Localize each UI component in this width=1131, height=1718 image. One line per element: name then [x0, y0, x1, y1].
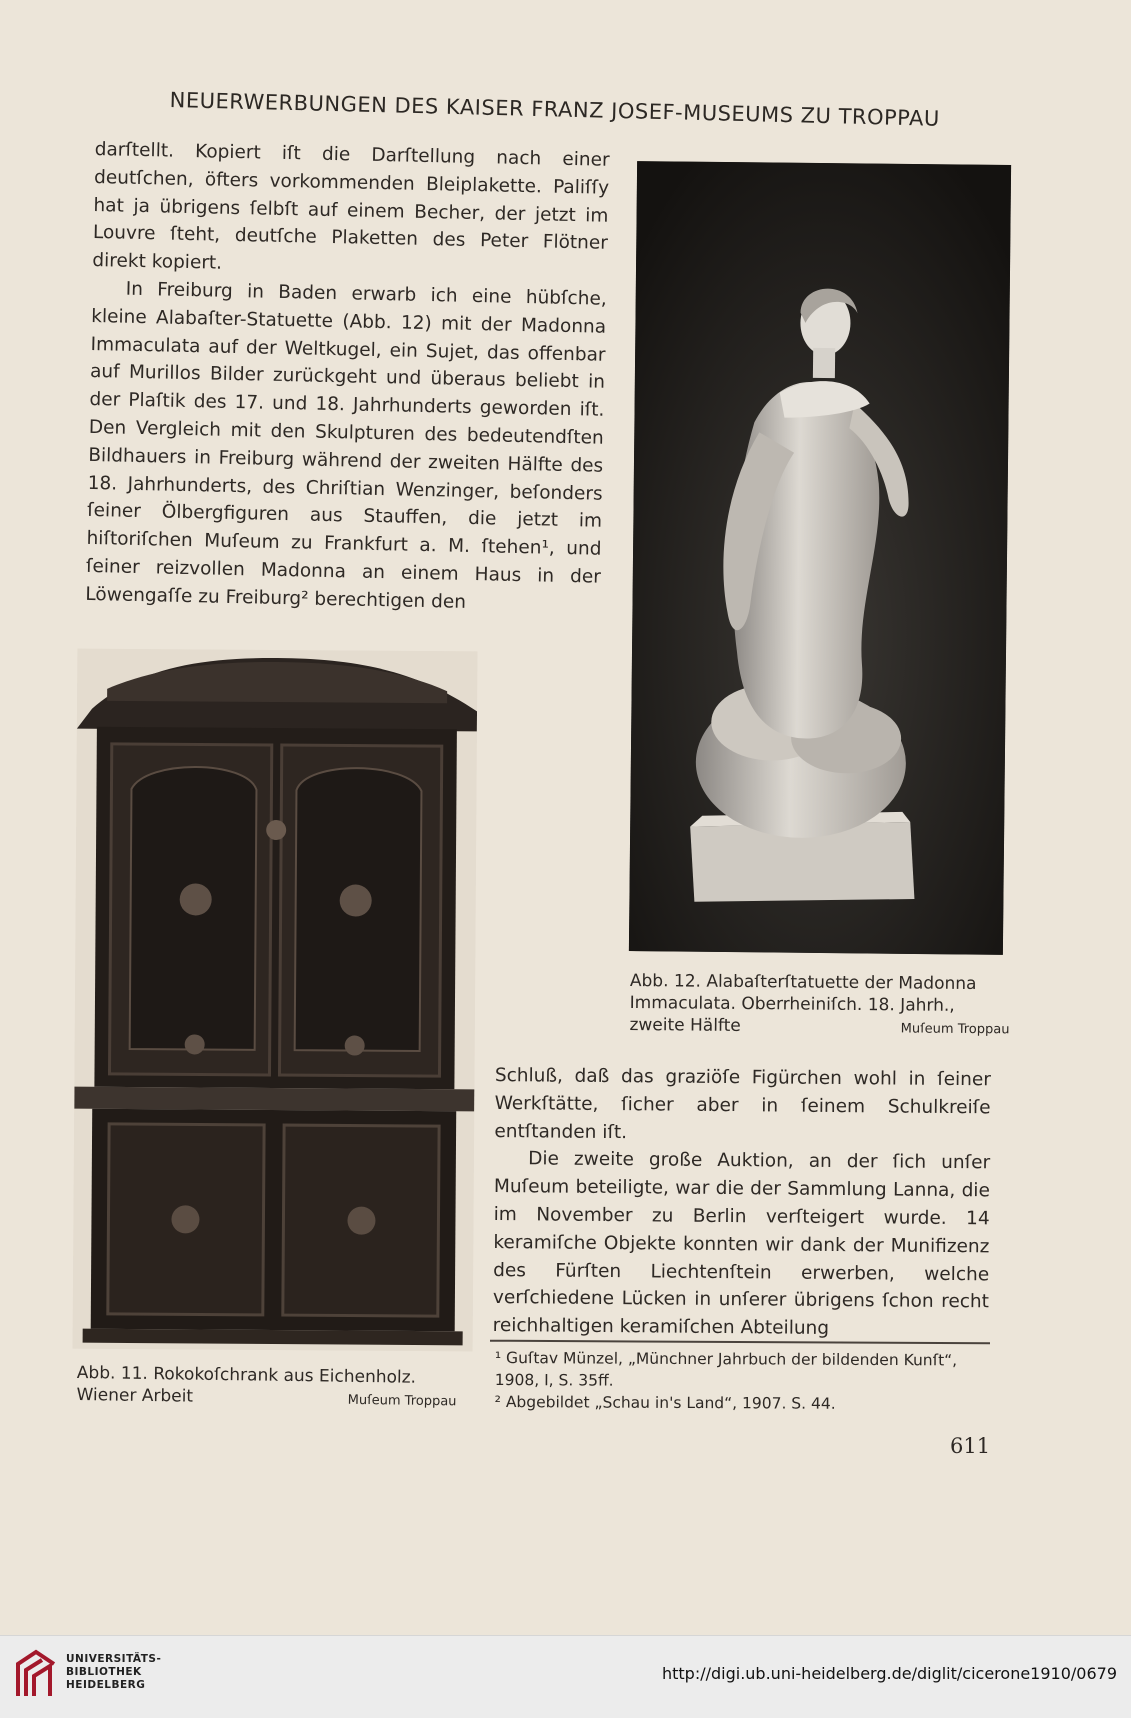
figure-12-caption-text: zweite Hälfte [629, 1014, 741, 1036]
left-text-column [85, 136, 610, 619]
figure-12-credit: Muſeum Troppau [900, 1021, 1010, 1038]
right-text-column [493, 1062, 991, 1344]
permalink-url[interactable]: http://digi.ub.uni-heidelberg.de/diglit/cicerone1910/0679 [661, 1664, 1117, 1683]
cabinet-image [73, 649, 478, 1352]
figure-12-caption-line-2: Immaculata. Oberrheiniſch. 18. Jahrh., [629, 992, 955, 1016]
library-logo-graphic [12, 1644, 60, 1704]
cabinet-photo [73, 649, 478, 1352]
library-logo-icon[interactable] [12, 1644, 60, 1704]
footnotes [495, 1347, 995, 1416]
library-name-line-2: BIBLIOTHEK [66, 1666, 142, 1678]
figure-12-caption-line-1: Abb. 12. Alabaſterſtatuette der Madonna [629, 970, 977, 995]
footnote-1: ¹ Guſtav Münzel, „Münchner Jahrbuch der bildenden Kunſt“, 1908, I, S. 35ff. [494, 1349, 958, 1390]
figure-12-caption-line-3 [629, 1014, 1009, 1041]
running-header: NEUERWERBUNGEN DES KAISER FRANZ JOSEF-MUSEUMS ZU TROPPAU [169, 88, 941, 131]
left-paragraph-2: In Freiburg in Baden erwarb ich eine hübſche, kleine Alabaſter-Statuette (Abb. 12) mit der Madonna Immaculata auf der Weltkugel, ein Sujet, das offenbar auf Murillos Bilder zurückgeht und überaus beliebt in der Plaſtik des 17. und 18. Jahrhunderts geworden iſt. Den Vergleich mit den Skulpturen des bedeutendſten Bildhauers in Freiburg während der zweiten Hälfte des 18. Jahrhunderts, des Chriſtian Wenzinger, beſonders ſeiner Ölbergfiguren aus Stauffen, die jetzt im hiſtoriſchen Muſeum zu Frankfurt a. M. ſtehen¹, und ſeiner reizvollen Madonna an einem Haus in der Löwengaſſe zu Freiburg² berechtigen den [85, 278, 607, 613]
figure-12-caption [629, 970, 1010, 1041]
library-name-line-3: HEIDELBERG [66, 1679, 146, 1691]
figure-11-credit: Muſeum Troppau [347, 1392, 457, 1410]
right-paragraph-2: Die zweite große Auktion, an der ſich unſer Muſeum beteiligte, war die der Sammlung Lanna, die im November zu Berlin verſteigert wurde. 14 keramiſche Objekte konnten wir dank der Munifizenz des Fürſten Liechtenſtein erwerben, welche verſchiedene Lücken in unſerer übrigens ſchon recht reichhaltigen keramiſchen Abteilung [492, 1148, 991, 1340]
page-number: 611 [950, 1434, 991, 1458]
figure-11-caption-text: Wiener Arbeit [76, 1384, 194, 1407]
right-paragraph-1: Schluß, daß das graziöſe Figürchen wohl in ſeiner Werkſtätte, ſicher aber in ſeinem Schulkreiſe entſtanden iſt. [494, 1064, 991, 1143]
statuette-image [629, 161, 1011, 955]
statuette-photo [629, 161, 1011, 955]
left-paragraph-1: darſtellt. Kopiert iſt die Darſtellung nach einer deutſchen, öfters vorkommenden Bleiplakette. Paliſſy hat ja übrigens ſelbſt auf einem Becher, der jetzt im Louvre ſteht, deutſche Plaketten des Peter Flötner direkt kopiert. [92, 138, 610, 274]
figure-11-caption [76, 1362, 477, 1414]
footnote-2: ² Abgebildet „Schau in's Land“, 1907. S. 44. [494, 1392, 836, 1413]
figure-11-caption-line-1: Abb. 11. Rokokoſchrank aus Eichenholz. [76, 1362, 417, 1388]
library-name [66, 1653, 161, 1692]
library-name-line-1: UNIVERSITÄTS- [66, 1653, 162, 1665]
